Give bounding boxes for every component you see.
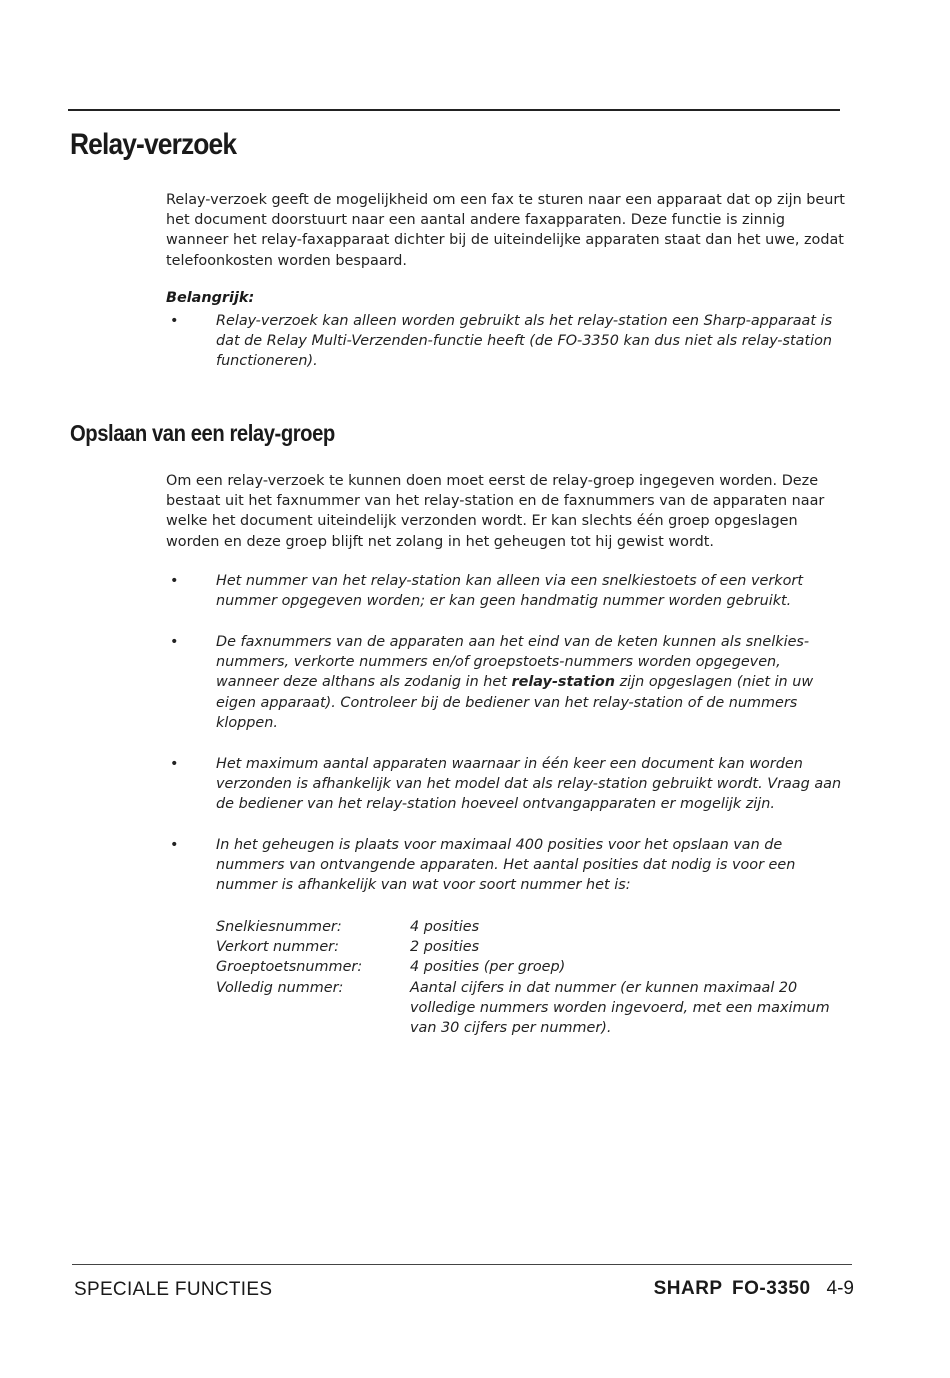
note-bullet <box>166 311 846 372</box>
bullet-marker: • <box>170 573 179 589</box>
list-item <box>166 835 846 896</box>
row-value: 4 posities (per groep) <box>410 959 566 976</box>
row-value: 4 posities <box>410 919 480 935</box>
section-intro-paragraph: Om een relay-verzoek te kunnen doen moet eerst de relay-groep ingegeven worden. Deze bestaat uit het faxnummer van het relay-station en de faxnummers van de apparaten naar welke het document uiteindelijk verzonden wordt. Er kan slechts één groep opgeslagen worden en deze groep blijft net zolang in het geheugen tot hij gewist wordt. <box>166 473 825 550</box>
list-item-text: Het nummer van het relay-station kan alleen via een snelkiestoets of een verkort nummer opgegeven worden; er kan geen handmatig nummer worden gebruikt. <box>216 573 803 610</box>
list-item <box>166 754 846 815</box>
row-value: 2 posities <box>410 939 480 956</box>
bullet-marker: • <box>170 313 179 329</box>
list-item-text: In het geheugen is plaats voor maximaal 400 posities voor het opslaan van de nummers van ontvangende apparaten. Het aantal posities dat nodig is voor een nummer is afhankelijk van wat voor soort nummer het is: <box>216 837 796 894</box>
list-item <box>166 632 846 733</box>
bullet-marker: • <box>170 634 179 650</box>
row-label: Snelkiesnummer: <box>216 919 342 935</box>
bullet-marker: • <box>170 756 179 772</box>
positions-table <box>216 917 846 1038</box>
note-label: Belangrijk: <box>166 290 255 306</box>
top-rule <box>68 109 840 111</box>
row-label: Volledig nummer: <box>216 979 344 996</box>
row-label: Verkort nummer: <box>216 939 339 956</box>
note-bullet-text: Relay-verzoek kan alleen worden gebruikt als het relay-station een Sharp-apparaat is dat de Relay Multi-Verzenden-functie heeft (de FO-3350 kan dus niet als relay-station functioneren). <box>216 313 833 370</box>
list-item-text: Het maximum aantal apparaten waarnaar in één keer een document kan worden verzonden is afhankelijk van het model dat als relay-station gebruikt wordt. Vraag aan de bediener van het relay-station hoeveel ontvangapparaten er mogelijk zijn. <box>216 756 842 813</box>
table-row <box>216 957 846 977</box>
intro-paragraph: Relay-verzoek geeft de mogelijkheid om een fax te sturen naar een apparaat dat op zijn beurt het document doorstuurt naar een aantal andere faxapparaten. Deze functie is zinnig wanneer het relay-faxapparaat dichter bij de uiteindelijke apparaten staat dan het uwe, zodat telefoonkosten worden bespaard. <box>166 192 845 269</box>
table-row <box>216 978 846 1039</box>
list-item-text-part: De faxnummers van de apparaten aan het eind van de keten kunnen als snelkies-nummers, verkorte nummers en/of groepstoets-nummers worden opgegeven, wanneer deze althans als zodanig in het <box>216 634 810 691</box>
list-item <box>166 571 846 611</box>
table-row <box>216 917 846 937</box>
footer-right <box>654 1278 854 1300</box>
footer-section-name: SPECIALE FUNCTIES <box>74 1279 273 1300</box>
row-value: Aantal cijfers in dat nummer (er kunnen maximaal 20 volledige nummers worden ingevoerd, met een maximum van 30 cijfers per nummer). <box>410 979 830 1037</box>
page-title: Relay-verzoek <box>70 128 237 161</box>
footer-brand: SHARP FO-3350 <box>653 1278 811 1299</box>
list-item-text-part: zijn opgeslagen (niet in uw eigen apparaat). Controleer bij de bediener van het relay-station of de nummers kloppen. <box>216 674 814 731</box>
table-row <box>216 937 846 957</box>
row-label: Groeptoetsnummer: <box>216 959 363 976</box>
section-title: Opslaan van een relay-groep <box>70 420 335 446</box>
page-number: 4-9 <box>826 1278 854 1299</box>
list-item-text <box>216 632 846 733</box>
footer-rule <box>72 1264 852 1265</box>
bullet-marker: • <box>170 837 179 853</box>
relay-station-emphasis: relay-station <box>511 674 616 691</box>
